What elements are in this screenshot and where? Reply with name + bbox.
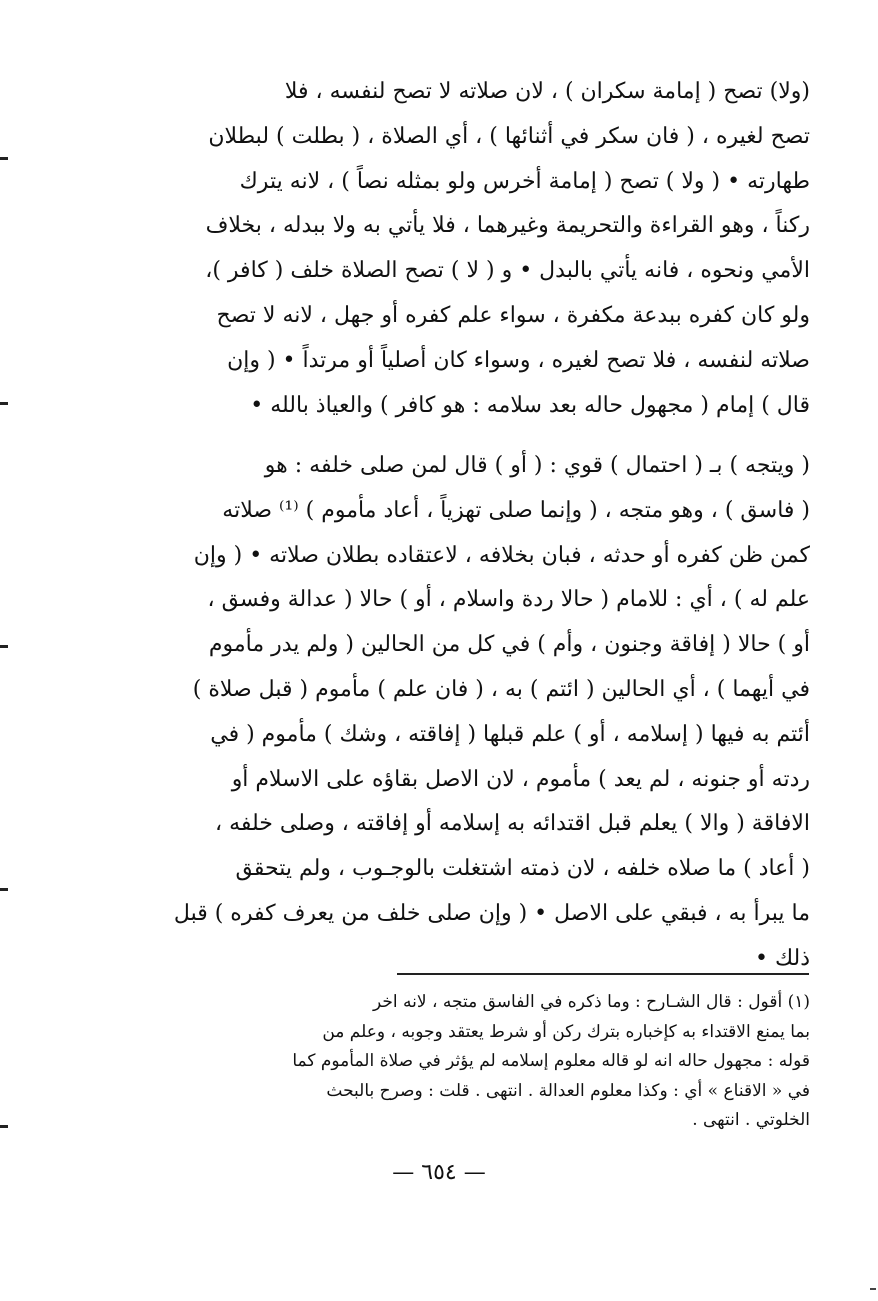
footnote-line: قوله : مجهول حاله انه لو قاله معلوم إسلامه لم يؤثر في صلاة المأموم كما bbox=[292, 1051, 810, 1071]
text-line: في أيهما ) ، أي الحالين ( ائتم ) به ، ( فان علم ) مأموم ( قبل صلاة ) bbox=[192, 676, 810, 702]
text-line: ( أعاد ) ما صلاه خلفه ، لان ذمته اشتغلت بالوجـوب ، ولم يتحقق bbox=[235, 856, 810, 882]
text-line: تصح لغيره ، ( فان سكر في أثنائها ) ، أي الصلاة ، ( بطلت ) لبطلان bbox=[208, 123, 810, 149]
margin-mark bbox=[0, 645, 8, 648]
footnote-line: بما يمنع الاقتداء به كإخباره بترك ركن أو شرط يعتقد وجوبه ، وعلم من bbox=[322, 1021, 810, 1042]
edge-mark bbox=[870, 1288, 876, 1290]
text-line: قال ) إمام ( مجهول حاله بعد سلامه : هو كافر ) والعياذ بالله • bbox=[250, 392, 810, 418]
text-line: ولو كان كفره ببدعة مكفرة ، سواء علم كفره أو جهل ، لانه لا تصح bbox=[216, 302, 810, 328]
footnote-line: في « الاقناع » أي : وكذا معلوم العدالة . انتهى . قلت : وصرح بالبحث bbox=[326, 1080, 810, 1101]
text-line: ( فاسق ) ، وهو متجه ، ( وإنما صلى تهزياً ، أعاد مأموم ) ⁽¹⁾ صلاته bbox=[222, 497, 810, 523]
page-number: — ٦٥٤ — bbox=[392, 1160, 486, 1185]
footnote-line: الخلوتي . انتهى . bbox=[692, 1110, 810, 1130]
text-line: الأمي ونحوه ، فانه يأتي بالبدل • و ( لا ) تصح الصلاة خلف ( كافر )، bbox=[205, 258, 810, 284]
text-line: ركناً ، وهو القراءة والتحريمة وغيرهما ، فلا يأتي به ولا ببدله ، بخلاف bbox=[205, 213, 810, 239]
text-line: ما يبرأ به ، فبقي على الاصل • ( وإن صلى خلف من يعرف كفره ) قبل bbox=[173, 900, 810, 926]
margin-mark bbox=[0, 1125, 8, 1128]
text-line: (ولا) تصح ( إمامة سكران ) ، لان صلاته لا تصح لنفسه ، فلا bbox=[284, 79, 810, 104]
text-line: ( ويتجه ) بـ ( احتمال ) قوي : ( أو ) قال لمن صلى خلفه : هو bbox=[264, 453, 810, 478]
text-line: أو ) حالا ( إفاقة وجنون ، وأم ) في كل من الحالين ( ولم يدر مأموم bbox=[208, 632, 810, 658]
text-line: الافاقة ( والا ) يعلم قبل اقتدائه به إسلامه أو إفاقته ، وصلى خلفه ، bbox=[215, 811, 810, 837]
footnote-separator bbox=[397, 973, 809, 975]
margin-mark bbox=[0, 888, 8, 891]
footnote bbox=[68, 988, 810, 1136]
text-line: صلاته لنفسه ، فلا تصح لغيره ، وسواء كان أصلياً أو مرتداً • ( وإن bbox=[227, 347, 810, 373]
text-line: ردته أو جنونه ، لم يعد ) مأموم ، لان الاصل بقاؤه على الاسلام أو bbox=[231, 766, 810, 792]
footnote-line: (١) أقول : قال الشـارح : وما ذكره في الفاسق متجه ، لانه اخر bbox=[373, 992, 810, 1012]
margin-mark bbox=[0, 157, 8, 160]
margin-mark bbox=[0, 402, 8, 405]
paragraph-2 bbox=[68, 444, 810, 982]
text-line: طهارته • ( ولا ) تصح ( إمامة أخرس ولو بمثله نصاً ) ، لانه يترك bbox=[239, 168, 810, 194]
text-line: ذلك • bbox=[754, 945, 810, 971]
text-line: أئتم به فيها ( إسلامه ، أو ) علم قبلها ( إفاقته ، وشك ) مأموم ( في bbox=[210, 721, 810, 747]
text-line: علم له ) ، أي : للامام ( حالا ردة واسلام ، أو ) حالا ( عدالة وفسق ، bbox=[207, 587, 810, 613]
text-line: كمن ظن كفره أو حدثه ، فبان بخلافه ، لاعتقاده بطلان صلاته • ( وإن bbox=[193, 542, 810, 568]
paragraph-1 bbox=[68, 70, 810, 428]
